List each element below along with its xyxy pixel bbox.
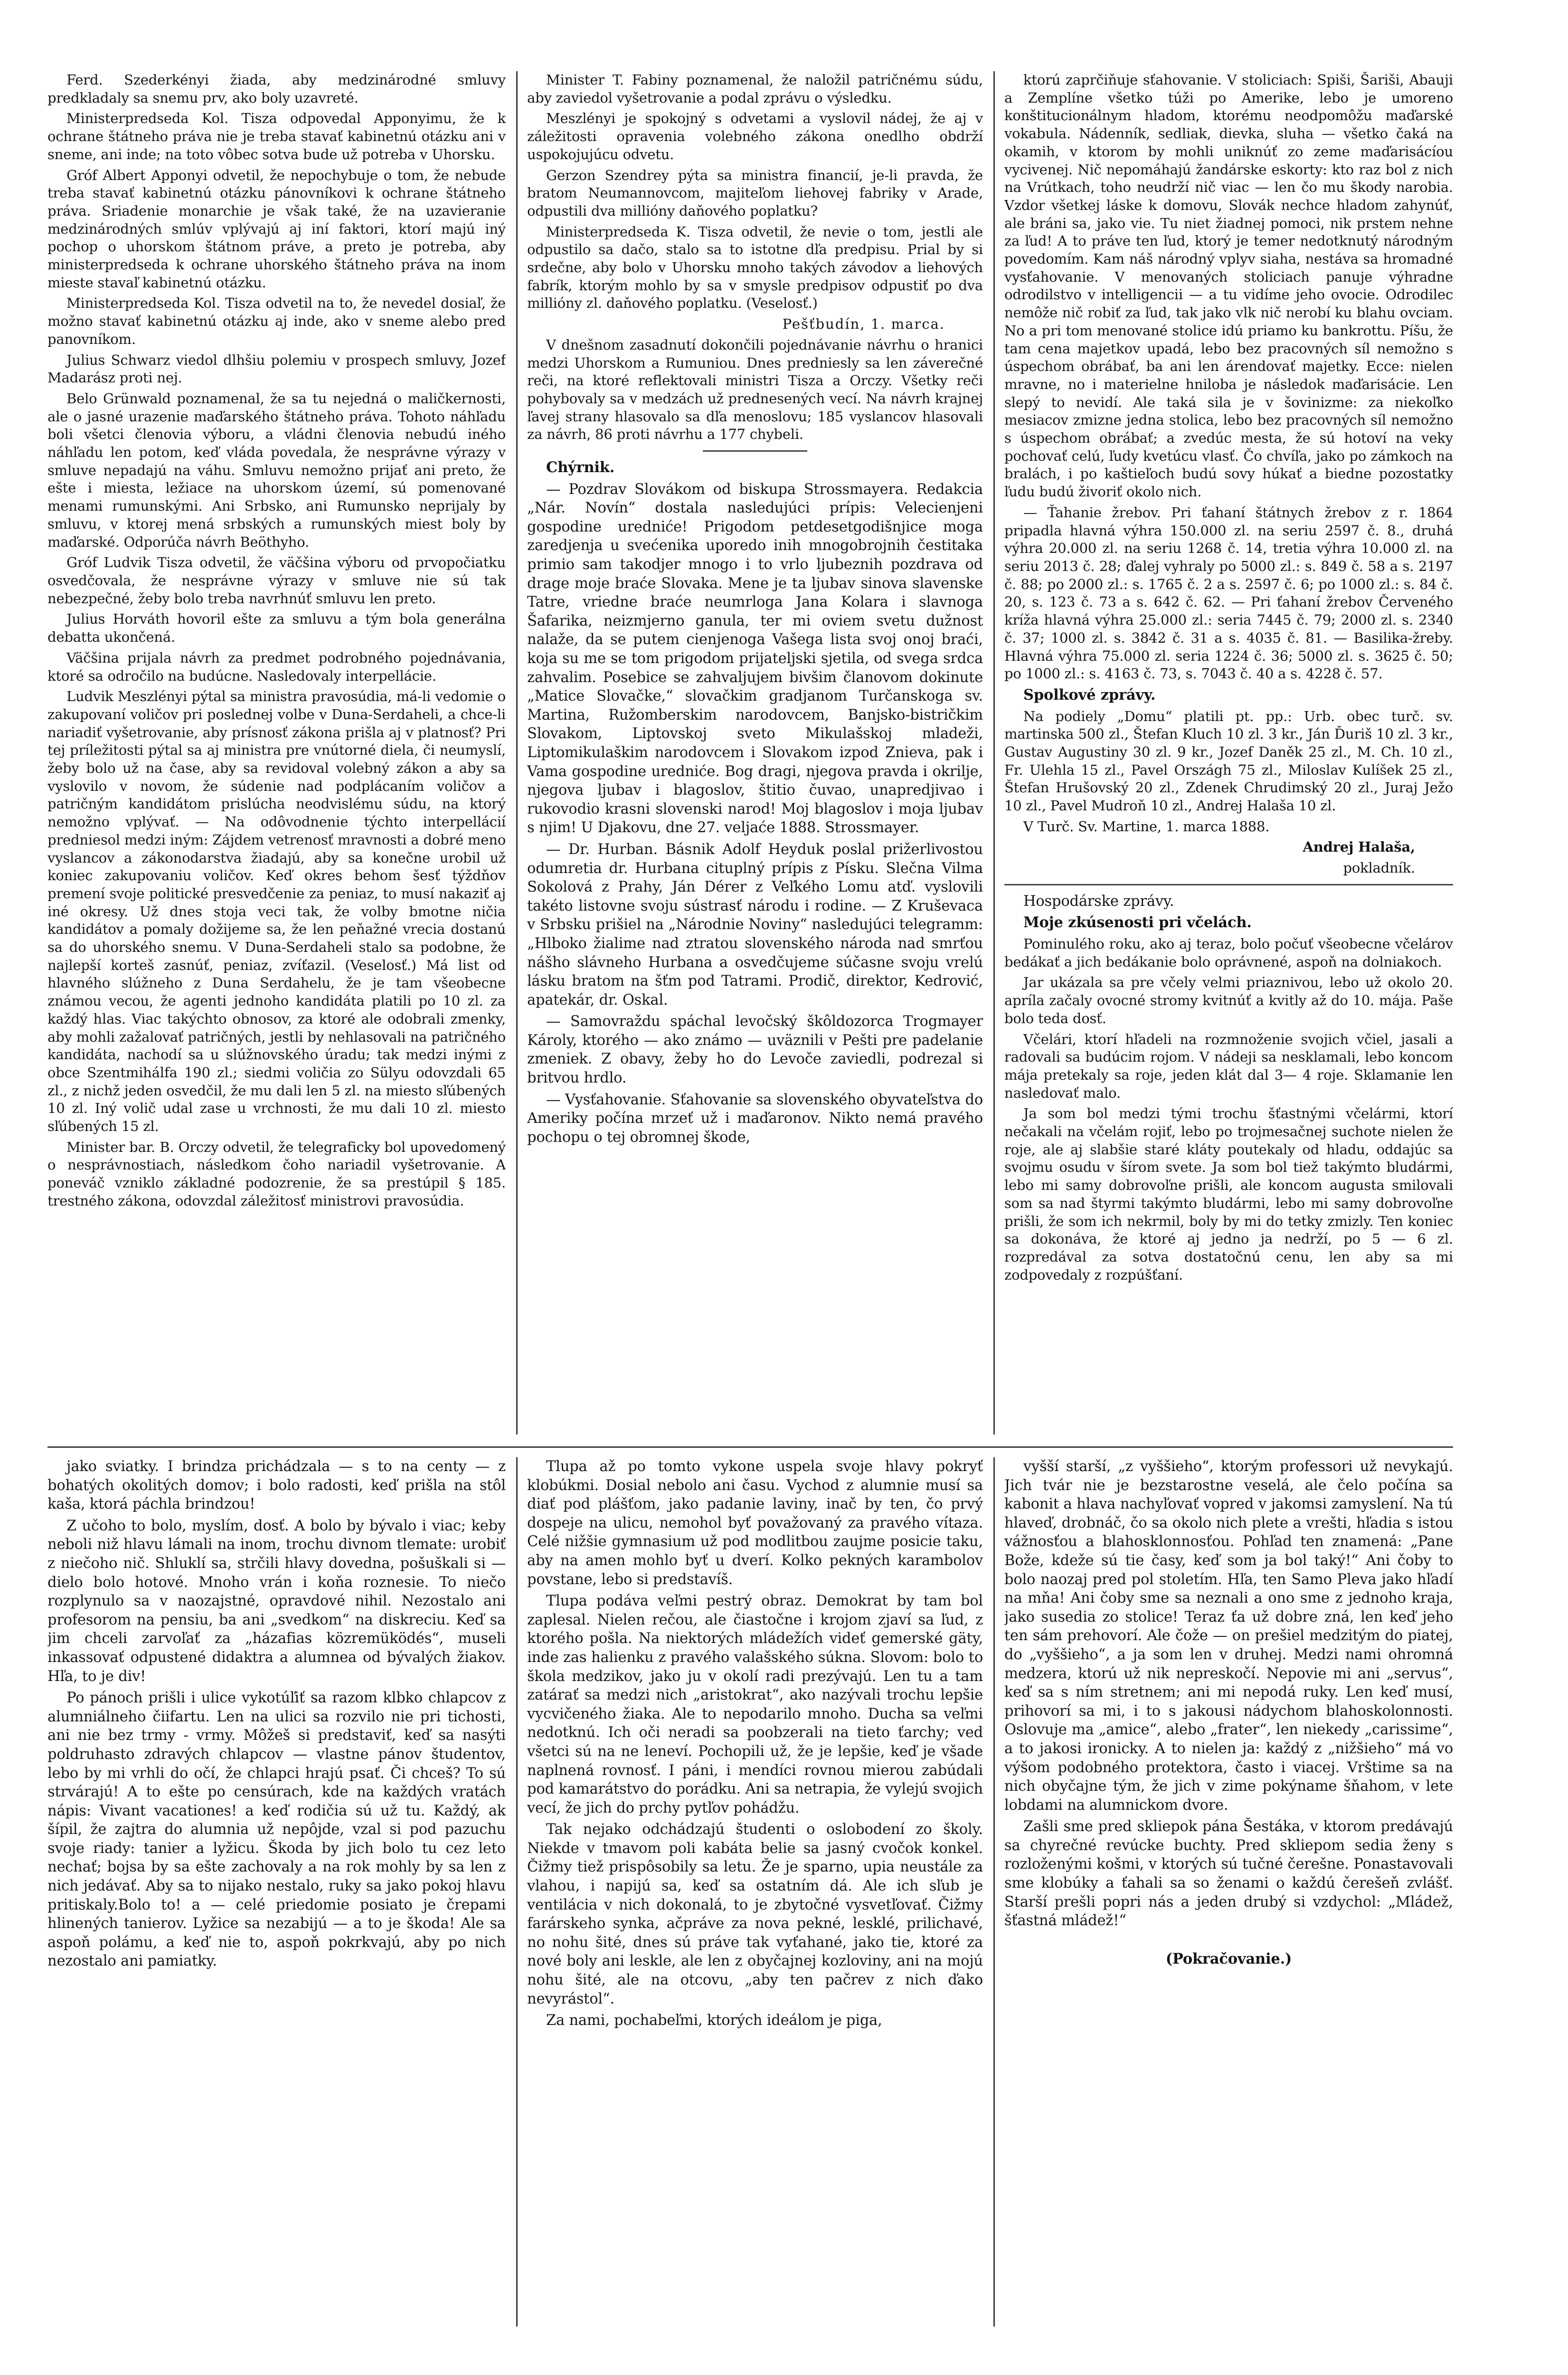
- paragraph: V dnešnom zasadnutí dokončili pojednávanie návrhu o hranici medzi Uhorskom a Rumuniou. Dnes predniesly sa len záverečné reči, na ktoré reflektovali ministri Tisza a Orczy. Všetky reči pohybovaly sa v medzách už prednesených vecí. Na návrh krajnej ľavej strany hlasovalo sa dľa menoslovu; 185 vyslancov hlasovali za návrh, 86 proti návrhu a 177 chybeli.: [527, 336, 983, 443]
- section-rule: [47, 1446, 1453, 1448]
- signature-name: Andrej Halaša,: [1303, 839, 1415, 855]
- chyrnik-text: [527, 480, 983, 1147]
- paragraph: Minister T. Fabiny poznamenal, že naložil patričnému súdu, aby zaviedol vyšetrovanie a podal zprávu o výsledku.: [527, 72, 983, 106]
- paragraph: Gróf Albert Apponyi odvetil, že nepochybuje o tom, že nebude treba stavať kabinetnú otázku pánovníkovi k ochrane štátneho práva. Sriadenie monarchie je však také, že na uzavieranie medzinárodných smlúv vplývajú aj iní faktori, ktorí majú iný pochop o uhorskom štátnom práve, a preto je potreba, aby ministerpredseda k ochrane uhorského štátneho práva na inom mieste stavaľ kabinetnú otázku.: [47, 167, 506, 291]
- paragraph: — Ťahanie žrebov. Pri ťahaní štátnych žrebov z r. 1864 pripadla hlavná výhra 150.000 zl. na seriu 2597 č. 8., druhá výhra 20.000 zl. na seriu 1268 č. 14, tretia výhra 10.000 zl. na seriu 2013 č. 28; ďalej vyhraly po 5000 zl.: s. 849 č. 58 a s. 2197 č. 88; po 2000 zl.: s. 1765 č. 2 a s. 2597 č. 6; po 1000 zl.: s. 84 č. 20, s. 123 č. 73 a s. 642 č. 62. — Pri ťahaní žrebov Červeného kríža hlavná výhra 25.000 zl.: seria 7445 č. 79; 2000 zl. s. 2340 č. 37; 1000 zl. s. 3842 č. 31 a s. 4035 č. 81. — Basilika-žreby. Hlavná výhra 75.000 zl. seria 1224 č. 36; 5000 zl. s. 3625 č. 50; po 1000 zl.: s. 4163 č. 73, s. 7043 č. 40 a s. 4228 č. 57.: [1004, 504, 1453, 682]
- paragraph: — Vysťahovanie. Sťahovanie sa slovenského obyvateľstva do Ameriky počína mrzeť už i maďaronov. Nikto nemá pravého pochopu o tej obromnej škode,: [527, 1091, 983, 1146]
- paragraph: — Pozdrav Slovákom od biskupa Strossmayera. Redakcia „Nár. Novín“ dostala nasledujúci prípis: Velecienjeni gospodine urednićе! Prigodom petdesetgodišnjice moga zaredjenja u svećenika uporedo inih mnogobrojnih čestitaka primio sam takodjer mnogo i to vrlo ljubeznih pozdrava od drage moje braće Slovaka. Mene je ta ljubav sinova slavenske Tatre, vriedne braće neumrloga Jana Kolara i slavnoga Šafarika, neizmjerno ganula, ter mi oviem svetu dužnost nalaže, da se putem cienjenoga Vašega lista svoj onoj braći, koja su me se tom prigodom prijateljski sjetila, od svega srdca zahvalim. Posebice se zahvaljujem bivšim članovom dokinute „Matice Slovačke,“ slovačkim gradjanom Turčanskoga sv. Martina, Ružomberskim narodovcem, Banjsko-bistričkim Slovakom, Liptovskoj sveto Mikulašskoj mladeži, Liptomikulaškim narodovcem i Slovakom izpod Znieva, pak i Vama gospodine urednićе. Bog dragi, njegova pravda i okrilje, njegova ljubav i blagoslov, štitio čuvao, unapredjivao i rukovodio krasni slovenski narod! Moj blagoslov i moja ljubav s njim! U Djakovu, dne 27. veljaće 1888. Strossmayer.: [527, 481, 983, 836]
- paragraph: Väčšina prijala návrh za predmet podrobného pojednávania, ktoré sa odročilo na budúcne. Nasledovaly interpellácie.: [47, 649, 506, 684]
- dateline: Pešťbudín, 1. marca.: [782, 316, 945, 332]
- signature-role: pokladník.: [1343, 860, 1415, 876]
- paragraph: ktorú zaprčiňuje sťahovanie. V stoliciach: Spiši, Šariši, Abauji a Zemplíne všetko túži po Amerike, lebo je umoreno konštitucionálnym hladom, ktorému neodpomôžu maďarské vokabula. Nádenník, sedliak, dievka, sluha — všetko čaká na okamih, v ktorom by mohli uniknúť zo zeme maďarisácíou vycivenej. Nič nepomáhajú žandárske eskorty: kto raz bol z nich na Vrútkach, toho neudrží nič viac — len čo mu škody narobia. Vzdor všetkej láske k domovu, Slovák nechce hladom zahynúť, ale bráni sa, jako vie. Tu niet žiadnej pomoci, nik prstem nehne za ľud! A to práve ten ľud, ktorý je temer nedotknutý národným povedomím. Kam náš národný vplyv siaha, nestáva sa hromadné vysťahovanie. V menovaných stoliciach panuje výhradne odrodilstvo v intelligencii — a tu vidíme jeho ovocie. Odrodilec nemôže nič robiť za ľud, tak jako vlk nič nerobí ku blahu ovciam. No a pri tom menované stolice idú priamo ku bankrottu. Píšu, že tam cena majetkov upadá, lebo bez pracovných síl nemožno s úspechom obrábať, ba ani len árendovať majetky. Ecce: nielen mravne, no i materielne hniloba je následok maďarisácie. Len slepý to nevidí. Ale taká sila je v šovinizme: za niekoľko mesiacov zmizne jedna stolica, lebo bez pracovných síl nemožno s úspechom obrábať; a zvedúc mesta, že sú hotoví na veky pochovať celú, ľudy kvetúcu vlasť. Čo chvíľa, jako po zámkoch na bralách, i po kaštieľoch budú sovy húkať a biedne pozostatky ľudu budú živoriť okolo nich.: [1004, 72, 1453, 500]
- paragraph: Jar ukázala sa pre včely velmi priaznivou, lebo už okolo 20. apríla začaly ovocné stromy kvitnúť a kvitly až do 10. mája. Paše bolo teda dosť.: [1004, 974, 1453, 1026]
- paragraph: Gróf Ludvik Tisza odvetil, že väčšina výboru od prvopočiatku osvedčovala, že nesprávne výrazy v smluve nie sú tak nebezpečné, žeby bolo treba navrhnúť smluvu len preto.: [47, 554, 506, 607]
- paragraph: Ferd. Szederkényi žiada, aby medzinárodné smluvy predkladaly sa snemu prv, ako boly uzavreté.: [47, 72, 506, 106]
- middle-parliament-text: [527, 71, 983, 313]
- column-bottom-right: [1004, 1457, 1453, 2327]
- paragraph: — Dr. Hurban. Básnik Adolf Heyduk poslal prižerlivostou odumretia dr. Hurbana cituplný prípis z Písku. Slečna Vilma Sokolová z Prahy, Ján Dérer z Veľkého Lomu atď. vyslovili takéto listovne svoju sústrasť národu i rodine. — Z Kruševaca v Srbsku prišiel na „Národnie Noviny“ nasledujúci telegramm: „Hlboko žialime nad ztratou slovenského národa nad smrťou nášho slávneho Hurbana a osvedčujeme súčasne svoju vrelú lásku bratom na šťm pod Tatrami. Prodič, direktor, Kedrović, apatekár, dr. Oskal.: [527, 841, 983, 1008]
- column-bottom-middle: [527, 1457, 983, 2327]
- divider: [703, 450, 807, 452]
- paragraph: Tlupa podáva veľmi pestrý obraz. Demokrat by tam bol zaplesal. Nielen rečou, ale čiastočne i krojom zjaví sa ľud, z ktorého pošla. Na niektorých mládežích videť gemerské gäty, inde zas halienku z pravého valašského súkna. Slovom: bolo to škola medzikov, jako ju v okolí radi prezývajú. Len tu a tam zatárať sa medzi nich „aristokrat“, ako nazývali trochu lepšie vycvičeného žiaka. Ale to nepodarilo mnoho. Ducha sa veľmi nedotknú. Ich oči neradi sa poobzerali na tieto ťarchy; veď všetci sú na ne leneví. Pochopili už, že je lepšie, keď je všade naplnená rovnosť. I páni, i mendíci rovnou mierou zabúdali pod kamarátstvo do porádku. Ani sa netrapia, že vylejú svojich vecí, že jich do prchy pytľov pohádžu.: [527, 1593, 983, 1816]
- hospodarske-text: [1004, 935, 1453, 1284]
- spolok-heading: Spolkové zprávy.: [1023, 686, 1156, 703]
- paragraph: V Turč. Sv. Martine, 1. marca 1888.: [1023, 818, 1270, 835]
- column-rule: [516, 71, 518, 1434]
- column-bottom-left: [47, 1457, 506, 2327]
- paragraph: — Samovraždu spáchal levočský škôldozorca Trogmayer Károly, ktorého — ako známo — uväznili v Pešti pre padelanie zmeniek. Z obavy, žeby ho do Levoče zaviedli, podrezal si britvou hrdlo.: [527, 1013, 983, 1087]
- divider: [1004, 884, 1453, 885]
- paragraph: jako sviatky. I brindza prichádzala — s to na centy — z bohatých okolitých domov; i bolo radosti, keď prišla na stôl kaša, ktorá páchla brindzou!: [47, 1458, 506, 1513]
- paragraph: Tlupa až po tomto vykone uspela svoje hlavy pokryť klobúkmi. Dosial nebolo ani času. Vychod z alumnie musí sa diať pod plášťom, jako padanie laviny, inač by ten, čo prvý dospeje na ulicu, nemohol byť považovaný za pravého vítaza. Celé nižšie gymnasium už pod modlitbou zaujme posicie taku, aby na amen mohlo byť u dverí. Kolko pekných karambolov povstane, lebo si predstavíš.: [527, 1458, 983, 1588]
- column-top-left: [47, 71, 506, 1434]
- paragraph: Včelári, ktorí hľadeli na rozmnoženie svojich včiel, jasali a radovali sa budúcim rojom. V nádeji sa nesklamali, lebo koncom mája pretekaly sa roje, jeden klát dal 3— 4 roje. Sklamanie len nasledovať malo.: [1004, 1031, 1453, 1101]
- paragraph: Meszlényi je spokojný s odvetami a vyslovil nádej, že aj v záležitosti opravenia volebného zákona onedlho obdrží uspokojujúcu odvetu.: [527, 110, 983, 162]
- paragraph: Na podiely „Domu“ platili pt. pp.: Urb. obec turč. sv. martinska 500 zl., Štefan Kluch 10 zl. 3 kr., Ján Ďuriš 10 zl. 3 kr., Gustav Augustiny 30 zl. 9 kr., Jozef Daněk 25 zl., M. Ch. 10 zl., Fr. Ulehla 15 zl., Pavel Országh 75 zl., Miloslav Kulíšek 25 zl., Štefan Hrušovský 20 zl., Zdenek Chrudimský 20 zl., Juraj Ježo 10 zl., Pavel Mudroň 10 zl., Andrej Halaša 10 zl.: [1004, 708, 1453, 814]
- paragraph: Julius Schwarz viedol dlhšiu polemiu v prospech smluvy, Jozef Madarász proti nej.: [47, 352, 506, 386]
- paragraph: Ministerpredseda K. Tisza odvetil, že nevie o tom, jestli ale odpustilo sa dačo, stalo sa to istotne dľa predpisu. Prial by si srdečne, aby bolo v Uhorsku mnoho takých závodov a liehových fabrík, ktorým mohlo by sa v smysle predpisov odpustiť po dva millióny zl. daňového poplatku. (Veselosť.): [527, 223, 983, 312]
- paragraph: Gerzon Szendrey pýta sa ministra financií, je-li pravda, že bratom Neumannovcom, majiteľom liehovej fabriky v Arade, odpustili dva millióny daňového poplatku?: [527, 167, 983, 219]
- hospodarske-heading: Hospodárske zprávy.: [1023, 893, 1174, 910]
- paragraph: Ministerpredseda Kol. Tisza odpovedal Apponyimu, že k ochrane štátneho práva nie je treba stavať kabinetnú otázku ani v sneme, ani inde; na toto vôbec sotva bude už potreba v Uhorsku.: [47, 110, 506, 162]
- paragraph: Po pánoch prišli i ulice vykotúľiť sa razom klbko chlapcov z alumniálneho čiifartu. Len na ulici sa rozvilo nie pri tichosti, ani nie bez trmy - vrmy. Môžeš si predstaviť, keď sa nasýti poldruhasto zdravých chlapcov — vlastne pánov študentov, lebo by mi vrhli do očí, že chlapci hrajú psať. Či chceš? To sú strvárajú! A to ešte po censúrach, kde na každých vratách nápis: Vivant vacationes! a keď rodičia sú už tu. Každý, ak šípil, že zajtra do alumnia už nepôjde, vzal si pod pazuchu svoje riady: tanier a lyžicu. Škoda by jich bolo tu cez leto nechať; bojsa by sa ešte zachovaly a na rok mohly by sa len z nich jedávať. Aby sa to nijako nestalo, ruky sa jako pokoj hlavu pritiskaly.Bolo to! a — celé priedomie posiato je črepami hlinených tanierov. Lyžice sa nezabijú — a to je škoda! Ale sa aspoň polámu, a keď nie to, aspoň pokrkvajú, aby po nich nezostalo ani pamiatky.: [47, 1690, 506, 1970]
- middle-session-text: [527, 336, 983, 444]
- moje-zkusenosti-heading: Moje zkúsenosti pri včelách.: [1023, 914, 1252, 931]
- newspaper-page: [47, 71, 1453, 2328]
- chyrnik-heading: Chýrnik.: [546, 459, 615, 476]
- paragraph: Ja som bol medzi tými trochu šťastnými včelármi, ktorí nečakali na včelám rojiť, lebo po trojmesačnej suchote nielen že roje, ale aj slabšie staré kláty poutekaly od hladu, oddajúc sa svojmu osudu v šírom svete. Ja som bol tiež takýmto bludármi, lebo mi samy dobrovoľne prišli, ale koncom augusta smilovali som sa nad štyrmi takýmto bludármi, lebo mi samy dobrovoľne prišli, že som ich nekrmil, boly by mi do tetky zmizly. Ten koniec sa dokonáva, že ktoré aj jedno ja nedrží, po 5 — 6 zl. rozpredával za sotva dostatočnú cenu, len aby sa mi zodpovedaly z rozpúšťaní.: [1004, 1105, 1453, 1283]
- spolok-text: [1004, 708, 1453, 836]
- paragraph: Ministerpredseda Kol. Tisza odvetil na to, že nevedel dosiaľ, že možno stavať kabinetnú otázku aj inde, ako v sneme alebo pred panovníkom.: [47, 295, 506, 347]
- column-rule: [516, 1457, 518, 2327]
- paragraph: Ludvik Meszlényi pýtal sa ministra pravosúdia, má-li vedomie o zakupovaní voličov pri poslednej volbe v Duna-Serdaheli, a chce-li nariadiť vyšetrovanie, aby prísnosť zákona prišla aj v platnosť? Pri tej príležitosti pýtal sa aj ministra pre vnútorné diela, či neumyslí, žeby bolo už na čase, aby sa revidoval volebný zákon a aby sa vyslovilo v novom, že súdenie nad podplácaním voličov a patričným kandidátom prislúcha neodvislému súdu, na ktorý nemožno vplývať. — Na odôvodnenie týchto interpellácií predniesol medzi iným: Zájdem vetrenosť mravnosti a dobré meno vyslancov a zákonodarstva žiadajú, aby sa konečne urobil už koniec zakupovaniu voličov. Keď okres behom šesť týždňov premení svoje politické presvedčenie za peniaz, to musí nakaziť aj iné okresy. Už dnes stoja veci tak, že volby bmotne ničia kandidátov a pomaly dožijeme sa, že len peňažné vrecia dostanú sa do uhorského snemu. V Duna-Serdaheli stalo sa podobne, že najlepší korteš zasnúť, peniaz, zvíťazil. (Veselosť.) Má list od hlavného slúžneho z Duna Serdahelu, že je tam všeobecne známou vecou, že agenti jednoho kandidáta platili po 10 zl. za každý hlas. Viac takýchto obnosov, za ktoré ale odobrali zmenky, aby mohli zažalovať patričných, jestli by nehlasovali na patričného kandidáta, nachodí sa u slúžnovského úradu; tak medzi inými z obce Szentmihálfa 190 zl.; siedmi voličia zo Sülyu odovzdali 65 zl., z nichž jeden osvedčil, že mu dali len 5 zl. na miesto sľúbených 10 zl. Iný volič udal zase u vrchnosti, že mu dali 10 zl. miesto sľúbených 15 zl.: [47, 688, 506, 1135]
- paragraph: Tak nejako odchádzajú študenti o oslobodení zo školy. Niekde v tmavom poli kabáta belie sa jasný cvočok konkel. Čižmy tiež prispôsobily sa letu. Že je sparno, upia neustále za vlahou, i napijú sa, keď sa ostatním dá. Ale ich sľub je ventilácia v nich dokonalá, to je zbytočné vysvetľovať. Čižmy farárskeho synka, ačpráve za nova pekné, lesklé, prilichavé, no nohu šité, dnes sú práve tak vyťahané, jako tie, ktoré za nové boly ani leskle, ale len z obyčajnej kozloviny, ani na mojú nohu šité, ale na otcovu, „aby ten pačrev z nich ďako nevyrástol“.: [527, 1821, 983, 2007]
- bottom-right-text: [1004, 1457, 1453, 1930]
- paragraph: vyšší starší, „z vyššieho“, ktorým professori už nevykajú. Jich tvár nie je bezstarostne veselá, ale čelo počína sa kabonit a hlava nachyľovať vopred v jakomsi zamyslení. Na tú hlaveď, drobnáč, čo sa okolo nich plete a vrešti, hľadia s istou vážnosťou a blahosklonnosťou. Pohľad ten znamená: „Pane Bože, kdeže sú tie časy, keď som ja bol taký!“ Ani čoby to bolo naozaj pred pol stoletím. Hľa, ten Samo Pleva jako hľadí na mňa! Ani čoby sme sa neznali a ono sme z jednoho kraja, jako susedia zo stolice! Teraz ťa už dobre zná, len keď jeho ten sám prehovorí. Ale čože — on prešiel medzitým do piatej, do „vyššieho“, a ja som len v druhej. Medzi nami ohromná medzera, ktorú už nik nepreskočí. Nepovie mi ani „servus“, keď sa s ním stretnem; ani mi nepodá ruky. Len keď musí, prihovorí sa mi, i to s jakousi nádychom blahoskolonnosti. Oslovuje ma „amice“, alebo „frater“, len niekedy „carissime“, a to jakosi ironicky. A to nielen ja: každý z „nižšieho“ má vo výšom podobného protektora, často i viacej. Vrštime sa na nich obyčajne tým, že jich v zime pokýname šňahom, v lete lobdami na alumnickom dvore.: [1004, 1458, 1453, 1814]
- paragraph: Belo Grünwald poznamenal, že sa tu nejedná o maličkernosti, ale o jasné urazenie maďarského štátneho práva. Tohoto náhľadu boli všetci členovia výboru, a vládni členovia nebudú iného náhľadu len potom, keď vláda povedala, že nesprávne výrazy v smluve nepadajú na váhu. Smluvu nemožno prijať ani preto, že ešte i miesta, ležiace na uhorskom území, sú pomenované menami rumunskými. Ani Srbsko, ani Rumunsko neprijaly by smluvu, v ktorej mená srbských a rumunských miest boly by maďarské. Odporúča návrh Beöthyho.: [47, 390, 506, 550]
- paragraph: Julius Horváth hovoril ešte za smluvu a tým bola generálna debatta ukončená.: [47, 611, 506, 646]
- paragraph: Za nami, pochabeľmi, ktorých ideálom je piga,: [546, 2012, 882, 2029]
- paragraph: Pominulého roku, ako aj teraz, bolo počuť všeobecne včelárov bedákať a jich bedákanie bolo oprávnené, aspoň na dolniakoch.: [1004, 936, 1453, 970]
- paragraph: Zašli sme pred skliepok pána Šestáka, v ktorom predávajú sa chyrečné revúcke buchty. Pred skliepom sedia ženy s rozloženými košmi, v ktorých sú tučné čerešne. Ponastavovali sme klobúky a ťahali sa so ženami o každú čerešeň zvlášť. Starší prešli popri nás a jeden drubý si vzdychol: „Mládež, šťastná mládež!“: [1004, 1818, 1453, 1929]
- right-news-text: [1004, 71, 1453, 683]
- column-rule: [993, 1457, 995, 2327]
- column-rule: [993, 71, 995, 1434]
- continued-note: (Pokračovanie.): [1165, 1950, 1292, 1967]
- paragraph: Z učoho to bolo, myslím, dosť. A bolo by bývalo i viac; keby neboli niž hlavu lámali na inom, trochu divnom tlemate: urobiť z niečoho nič. Shluklí sa, strčili hlavy dovedna, pošuškali si — dielo bolo hotové. Mnoho vrán i koňa roznesie. To niečo rozplynulo sa v naozajstné, opravdové nihil. Nezostalo ani profesorom na pensiu, ba ani „svedkom“ na diskreciu. Keď sa jim chceli zarvoľať za „házafias közremüködés“, museli inkassovať odpustené didaktra a alumnea od bývalých žiakov. Hľa, to je div!: [47, 1517, 506, 1685]
- paragraph: Minister bar. B. Orczy odvetil, že telegraficky bol upovedomený o nesprávnostiach, následkom čoho nariadil vyšetrovanie. A poneváč vzniklo základné podozrenie, že sa prestúpil § 185. trestného zákona, odovzdal záležitosť ministrovi pravosúdia.: [47, 1139, 506, 1209]
- column-top-right: [1004, 71, 1453, 1434]
- column-top-middle: [527, 71, 983, 1434]
